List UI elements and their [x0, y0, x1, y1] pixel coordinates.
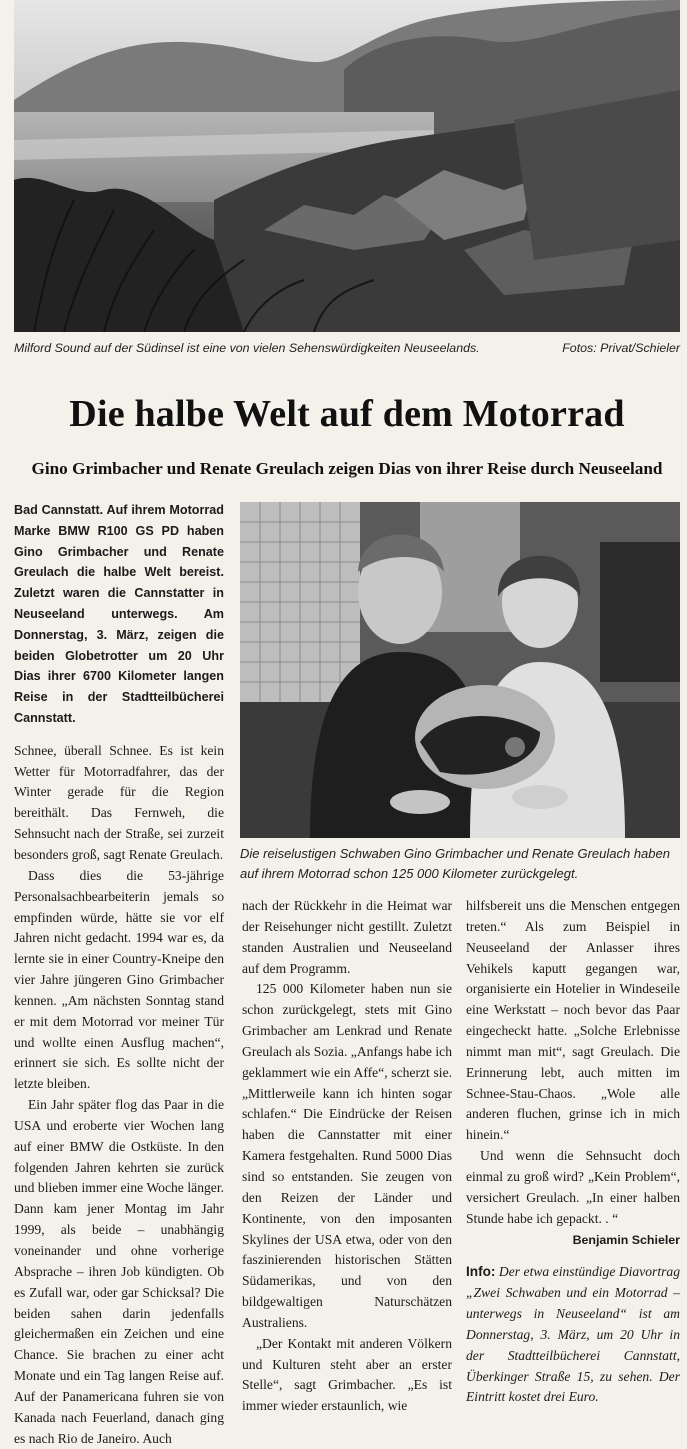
top-photo-caption: Milford Sound auf der Südinsel ist eine von vielen Sehenswürdigkeiten Neuseelands.: [14, 341, 480, 355]
body-paragraph: „Der Kontakt mit anderen Völkern und Kulturen steht aber an erster Stelle“, sagt Grimbacher. „Es ist immer wieder erstaunlich, wie: [242, 1335, 452, 1414]
author-byline: Benjamin Schieler: [572, 1232, 680, 1247]
article-lead: [14, 500, 224, 729]
body-paragraph: Schnee, überall Schnee. Es ist kein Wetter für Motorradfahrer, das der Winter gerade für die Region bereithält. Das Fernweh, die Sehnsucht nach der Straße, sei zurzeit besonders groß, sagt Renate Greulach.: [14, 742, 224, 862]
couple-photo-caption: Die reiselustigen Schwaben Gino Grimbacher und Renate Greulach haben auf ihrem Motorrad schon 125 000 Kilometer zurückgelegt.: [240, 846, 670, 881]
article-column-1: [14, 500, 224, 1449]
body-paragraph: nach der Rückkehr in die Heimat war der Reisehunger nicht gestillt. Zuletzt standen Australien und Neuseeland auf dem Programm.: [242, 898, 452, 976]
milford-sound-illustration: [14, 0, 680, 332]
info-box: [466, 1262, 680, 1408]
body-paragraph: Ein Jahr später flog das Paar in die USA und eroberte vier Wochen lang auf einer BMW die Ostküste. In den folgenden Jahren kehrten sie zurück und blieben immer eine Woche länger. Dann kam jener Montag im Jahr 1999, als beide – unabhängig voneinander und ohne vorherige Absprache – ihren Job kündigten. Ob es Zufall war, oder gar Schicksal? Die beiden sahen darin jedenfalls gleichermaßen ein Zeichen und eine Chance. Sie brachen zu einer acht Monate und ein Tag langen Reise auf. Auf der Panamericana fuhren sie von Kanada nach Feuerland, danach ging es nach Rio de Janeiro. Auch: [14, 1097, 224, 1446]
couple-photo-caption-block: [240, 844, 682, 884]
body-paragraph: Und wenn die Sehnsucht doch einmal zu groß wird? „Kein Problem“, versichert Greulach. „In einer halben Stunde habe ich gepackt. . “: [466, 1148, 680, 1226]
lead-paragraph: Bad Cannstatt. Auf ihrem Motorrad Marke BMW R100 GS PD haben Gino Grimbacher und Renate Greulach die halbe Welt bereist. Zuletzt waren die Cannstatter in Neuseeland unterwegs. Am Donnerstag, 3. März, zeigen die beiden Globetrotter um 20 Uhr Dias ihrer 6700 Kilometer langen Reise in der Stadtteilbücherei Cannstatt.: [14, 503, 224, 725]
article-column-3: [466, 896, 680, 1408]
photo-credit: Fotos: Privat/Schieler: [562, 341, 680, 355]
article-headline: Die halbe Welt auf dem Motorrad: [69, 393, 625, 435]
info-text: Der etwa einstündige Diavortrag „Zwei Schwaben und ein Motorrad – unterwegs in Neuseeland“ ist am Donnerstag, 3. März, um 20 Uhr in der Stadtteilbücherei Cannstatt, Überkinger Straße 15, zu sehen. Der Eintritt kostet drei Euro.: [466, 1264, 680, 1405]
article-subheadline: Gino Grimbacher und Renate Greulach zeigen Dias von ihrer Reise durch Neuseeland: [31, 459, 663, 478]
couple-photo: [240, 502, 680, 838]
body-paragraph: 125 000 Kilometer haben nun sie schon zurückgelegt, stets mit Gino Grimbacher am Lenkrad und Renate Greulach als Sozia. „Anfangs habe ich geklammert wie ein Affe“, scherzt sie. „Mittlerweile kann ich hinten sogar schlafen.“ Die Eindrücke der Reisen haben die Cannstatter mit einer Kamera festgehalten. Rund 5000 Dias sind so entstanden. Sie zeugen von den Reizen der Länder und Kontinente, von den imposanten Skylines der USA etwa, oder von den faszinierenden historischen Stätten Südamerikas, und von den bildgewaltigen Naturschätzen Australiens.: [242, 981, 452, 1330]
couple-with-helmet-illustration: [240, 502, 680, 838]
body-paragraph: Dass dies die 53-jährige Personalsachbearbeiterin jemals so empfinden würde, hätte sie vor elf Jahren nicht gedacht. 1994 war es, da lernte sie in einer Country-Kneipe den vier Jahre jüngeren Gino Grimbacher kennen. „Am nächsten Sonntag stand er mit dem Motorrad vor meiner Tür und wollte einen Ausflug machen“, erinnert sie sich. Es sollte nicht der letzte bleiben.: [14, 867, 224, 1092]
landscape-photo: [14, 0, 680, 332]
article-column-2: [242, 896, 452, 1417]
info-label: Info:: [466, 1264, 496, 1280]
body-paragraph: hilfsbereit uns die Menschen entgegen treten.“ Als zum Beispiel in Neuseeland der Anlasser ihres Vehikels kaputt gegangen war, organisierte ein Hotelier in Windeseile eine Werkstatt – noch bevor das Paar eingecheckt hatte. „Solche Erlebnisse nimmt man mit“, sagt Greulach. Die Erinnerung lebt, auch mitten im Schnee-Stau-Chaos. „Wole alle anderen fluchen, grinse ich in mich hinein.“: [466, 898, 680, 1143]
